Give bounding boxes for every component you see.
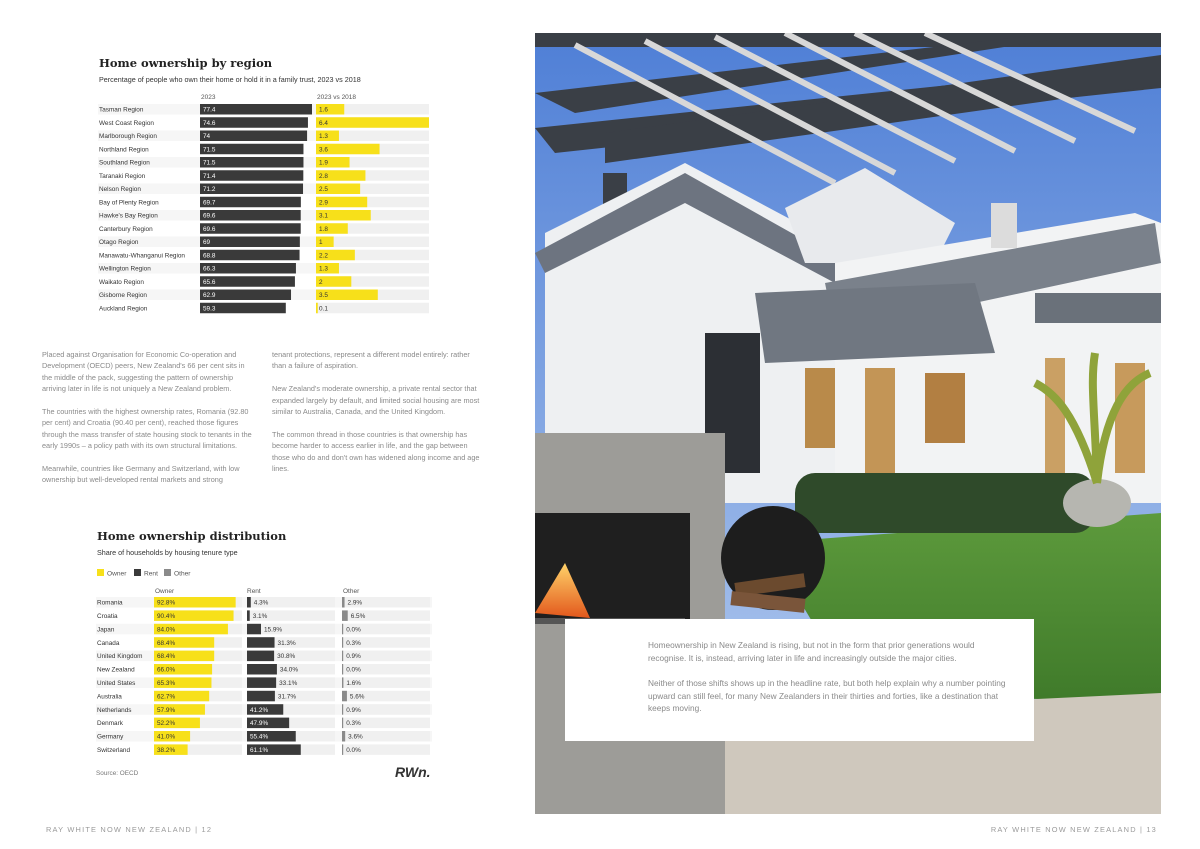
bar-2023-label: 71.5 xyxy=(203,159,216,167)
caption-paragraph: Neither of those shifts shows up in the headline rate, but both help explain why a number pointing upward can still feel, for many New Zealanders in their thirties and forties, like a destination that keeps moving. xyxy=(648,678,1006,714)
region-row xyxy=(99,117,429,128)
other-bar-label: 0.9% xyxy=(346,706,361,714)
rent-bar xyxy=(247,691,275,702)
region-label: Northland Region xyxy=(99,146,149,154)
owner-bar-label: 52.2% xyxy=(157,720,176,728)
region-row xyxy=(99,170,429,181)
country-label: United Kingdom xyxy=(97,653,143,661)
source-note: Source: OECD xyxy=(96,770,139,777)
chart2-header-other: Other xyxy=(343,588,360,595)
bar-2023-label: 74.6 xyxy=(203,119,216,127)
rent-bar-label: 33.1% xyxy=(279,680,298,687)
country-row xyxy=(97,637,430,648)
bar-change-label: 2.8 xyxy=(319,172,328,180)
region-row xyxy=(98,263,429,274)
owner-bar-label: 57.9% xyxy=(157,706,176,714)
body-paragraph: The common thread in those countries is that ownership has become harder to access earlier in life, and the gap between those who do and don't own has widened along income and age lines. xyxy=(272,429,480,474)
rent-bar-label: 30.8% xyxy=(277,653,296,661)
country-label: United States xyxy=(97,680,136,687)
bar-change xyxy=(316,117,429,128)
bar-2023-label: 71.2 xyxy=(203,186,216,194)
bar-change-label: 2.2 xyxy=(319,252,328,260)
chart1-header-change: 2023 vs 2018 xyxy=(317,94,357,101)
bar-2023-label: 69.6 xyxy=(203,212,216,220)
country-label: Germany xyxy=(97,733,124,741)
other-bar xyxy=(342,704,343,715)
region-label: Bay of Plenty Region xyxy=(99,199,159,207)
legend-swatch-rent xyxy=(134,569,141,576)
region-row xyxy=(99,250,429,261)
region-label: Wellington Region xyxy=(99,265,151,273)
country-row xyxy=(97,744,430,755)
owner-bar-label: 62.7% xyxy=(157,693,176,701)
owner-bar-label: 90.4% xyxy=(157,613,176,620)
region-row xyxy=(99,276,429,287)
body-column-left xyxy=(42,349,254,497)
other-bar-label: 0.0% xyxy=(346,747,361,754)
region-label: Auckland Region xyxy=(99,305,148,313)
bar-change-label: 1.3 xyxy=(319,265,328,273)
bar-change-label: 1 xyxy=(319,239,323,247)
owner-bar-label: 68.4% xyxy=(157,639,176,647)
ray-white-logo xyxy=(395,764,435,780)
owner-bar-label: 84.0% xyxy=(157,626,176,634)
region-row xyxy=(98,157,429,168)
region-label: Manawatu-Whanganui Region xyxy=(99,252,185,260)
rent-bar xyxy=(247,637,275,648)
legend-swatch-other xyxy=(164,569,171,576)
country-row xyxy=(96,677,432,688)
region-label: Waikato Region xyxy=(99,278,144,286)
country-label: Romania xyxy=(97,599,123,607)
rent-bar xyxy=(247,677,276,688)
other-bar-label: 5.6% xyxy=(349,693,365,701)
other-bar-label: 0.3% xyxy=(346,720,361,728)
country-label: Croatia xyxy=(97,613,118,620)
other-bar xyxy=(342,677,343,688)
region-row xyxy=(98,237,429,248)
other-bar-label: 0.9% xyxy=(346,653,361,661)
bar-2023-label: 68.8 xyxy=(203,252,216,260)
bar-2023 xyxy=(200,117,308,128)
owner-bar-label: 68.4% xyxy=(157,653,176,661)
bar-2023-label: 66.3 xyxy=(203,265,216,273)
bar-2023 xyxy=(200,104,312,115)
owner-bar-label: 41.0% xyxy=(157,733,176,741)
bar-change-label: 1.8 xyxy=(319,225,328,233)
body-column-right xyxy=(272,349,484,486)
bar-2023 xyxy=(200,184,303,195)
caption-paragraph: Homeownership in New Zealand is rising, but not in the form that prior generations would recognise. It is, instead, arriving later in life and increasingly outside the major cities. xyxy=(648,640,975,663)
region-label: Nelson Region xyxy=(99,186,141,194)
bar-2023-label: 59.3 xyxy=(203,305,216,313)
region-label: Hawke's Bay Region xyxy=(99,212,158,220)
bar-2023 xyxy=(200,144,303,155)
region-label: Southland Region xyxy=(99,159,150,167)
owner-bar-label: 65.3% xyxy=(157,680,176,687)
rent-bar xyxy=(247,597,251,608)
rent-bar-label: 47.9% xyxy=(250,720,269,728)
region-row xyxy=(99,144,429,155)
region-row xyxy=(98,290,429,301)
country-row xyxy=(96,624,432,635)
bar-2023-label: 71.5 xyxy=(203,146,216,154)
other-bar xyxy=(342,731,345,742)
region-row xyxy=(99,223,429,234)
other-bar xyxy=(342,664,343,675)
bar-2023-label: 69 xyxy=(203,239,211,247)
other-bar-label: 2.9% xyxy=(347,599,363,607)
bar-2023 xyxy=(200,237,300,248)
bar-2023 xyxy=(200,131,307,142)
other-bar xyxy=(342,597,345,608)
bar-change-label: 2.5 xyxy=(319,186,328,194)
country-row xyxy=(96,704,432,715)
bar-change-label: 0.1 xyxy=(319,305,328,313)
other-bar-label: 6.5% xyxy=(350,613,366,620)
legend-label-owner: Owner xyxy=(107,570,127,578)
chart2-header-owner: Owner xyxy=(155,588,175,595)
tenure-distribution-chart xyxy=(96,528,441,760)
bar-change-label: 1.9 xyxy=(319,159,328,167)
owner-bar-label: 38.2% xyxy=(157,747,176,754)
bar-change-label: 2 xyxy=(319,278,323,286)
bar-2023-label: 71.4 xyxy=(203,172,216,180)
country-label: Japan xyxy=(97,626,115,634)
bar-change-track xyxy=(316,303,429,314)
region-label: Taranaki Region xyxy=(99,172,146,180)
hedge xyxy=(795,473,1095,533)
owner-bar-label: 92.8% xyxy=(157,599,176,607)
other-bar-label: 3.6% xyxy=(348,733,363,741)
region-label: Marlborough Region xyxy=(99,133,157,141)
rent-bar xyxy=(247,664,277,675)
region-row xyxy=(98,104,429,115)
legend-swatch-owner xyxy=(97,569,104,576)
chart2-subtitle: Share of households by housing tenure type xyxy=(97,548,238,557)
region-row xyxy=(99,303,429,314)
region-row xyxy=(98,210,429,221)
country-row xyxy=(96,651,432,662)
bar-change-label: 6.4 xyxy=(319,119,328,127)
body-paragraph: Placed against Organisation for Economic Co-operation and Development (OECD) peers, New Zealand's 66 per cent sits in the middle of the pack, suggesting the pattern of ownership arriving later in life is not uniquely a New Zealand problem. xyxy=(42,350,245,394)
bar-change xyxy=(316,303,318,314)
country-label: Canada xyxy=(97,639,120,647)
bar-change-label: 3.1 xyxy=(319,212,328,220)
bar-2023-label: 62.9 xyxy=(203,292,216,300)
chart1-subtitle: Percentage of people who own their home or hold it in a family trust, 2023 vs 2018 xyxy=(99,75,361,84)
other-bar xyxy=(342,691,347,702)
other-bar-label: 0.0% xyxy=(346,666,361,674)
rent-bar xyxy=(247,610,250,621)
rent-bar-label: 31.3% xyxy=(277,639,296,647)
other-bar xyxy=(342,651,343,662)
chart2-title: Home ownership distribution xyxy=(97,529,287,543)
bar-change-label: 1.3 xyxy=(319,133,328,141)
rent-bar-label: 41.2% xyxy=(250,706,269,714)
country-label: Switzerland xyxy=(97,747,131,754)
chart1-header-2023: 2023 xyxy=(201,94,216,101)
region-label: West Coast Region xyxy=(99,119,154,127)
rent-bar-label: 61.1% xyxy=(250,747,269,754)
region-label: Otago Region xyxy=(99,239,139,247)
bar-2023 xyxy=(200,170,303,181)
rent-bar-label: 34.0% xyxy=(279,666,299,674)
other-bar xyxy=(342,637,343,648)
footer-left: RAY WHITE NOW NEW ZEALAND | 12 xyxy=(46,825,213,834)
legend-label-other: Other xyxy=(174,570,191,578)
owner-bar-label: 66.0% xyxy=(157,666,176,674)
caption-box xyxy=(565,619,1034,741)
bar-2023-label: 74 xyxy=(203,133,211,141)
rent-bar-label: 15.9% xyxy=(263,626,283,634)
region-ownership-chart xyxy=(98,55,438,317)
country-label: Denmark xyxy=(97,720,123,728)
body-paragraph: Meanwhile, countries like Germany and Switzerland, with low ownership but well-developed rental markets and strong xyxy=(42,464,240,485)
chart2-header-rent: Rent xyxy=(247,588,261,595)
other-bar-label: 1.6% xyxy=(346,680,361,687)
country-row xyxy=(97,691,430,702)
bar-change-label: 2.9 xyxy=(319,199,328,207)
other-bar xyxy=(342,744,343,755)
country-row xyxy=(96,597,432,608)
body-paragraph: tenant protections, represent a different model entirely: rather than a failure of aspiration. xyxy=(272,350,470,371)
bar-change-label: 3.5 xyxy=(319,292,328,300)
country-label: New Zealand xyxy=(97,666,135,674)
region-row xyxy=(98,184,429,195)
bar-2023-label: 65.6 xyxy=(203,278,216,286)
other-bar-label: 0.0% xyxy=(346,626,361,634)
country-label: Netherlands xyxy=(97,706,132,714)
region-row xyxy=(98,131,429,142)
other-bar xyxy=(342,718,343,729)
body-paragraph: The countries with the highest ownership rates, Romania (92.80 per cent) and Croatia (90.40 per cent), reached those figures through the mass transfer of state housing stock to tenants in the early 1990s – a policy path with its own structural limitations. xyxy=(42,407,252,451)
region-label: Tasman Region xyxy=(99,106,144,114)
region-label: Gisborne Region xyxy=(99,292,147,300)
bar-change-label: 3.6 xyxy=(319,146,328,154)
country-row xyxy=(97,610,430,621)
bar-2023-label: 69.7 xyxy=(203,199,216,207)
bar-change-label: 1.6 xyxy=(319,106,328,114)
country-label: Australia xyxy=(97,693,122,701)
rent-bar-label: 31.7% xyxy=(277,693,297,701)
bar-2023-label: 77.4 xyxy=(203,106,216,114)
legend-label-rent: Rent xyxy=(144,570,158,578)
footer-right: RAY WHITE NOW NEW ZEALAND | 13 xyxy=(990,825,1157,834)
logo-text: RWn. xyxy=(395,764,431,780)
chart1-title: Home ownership by region xyxy=(99,56,273,70)
bar-2023 xyxy=(200,157,303,168)
rent-bar-label: 4.3% xyxy=(253,599,269,607)
other-bar xyxy=(342,610,348,621)
other-bar-label: 0.3% xyxy=(346,639,361,647)
rent-bar xyxy=(247,624,261,635)
country-row xyxy=(96,731,432,742)
chart2-legend xyxy=(97,569,191,578)
rent-bar-label: 3.1% xyxy=(252,613,268,620)
country-row xyxy=(97,664,430,675)
rent-bar xyxy=(247,651,274,662)
region-label: Canterbury Region xyxy=(99,225,153,233)
body-paragraph: New Zealand's moderate ownership, a private rental sector that expanded largely by default, and limited social housing are most similar to Australia, Canada, and the United Kingdom. xyxy=(272,384,480,417)
region-row xyxy=(99,197,429,208)
other-bar xyxy=(342,624,343,635)
country-row xyxy=(97,718,430,729)
bar-2023-label: 69.6 xyxy=(203,225,216,233)
rent-bar-label: 55.4% xyxy=(250,733,269,741)
